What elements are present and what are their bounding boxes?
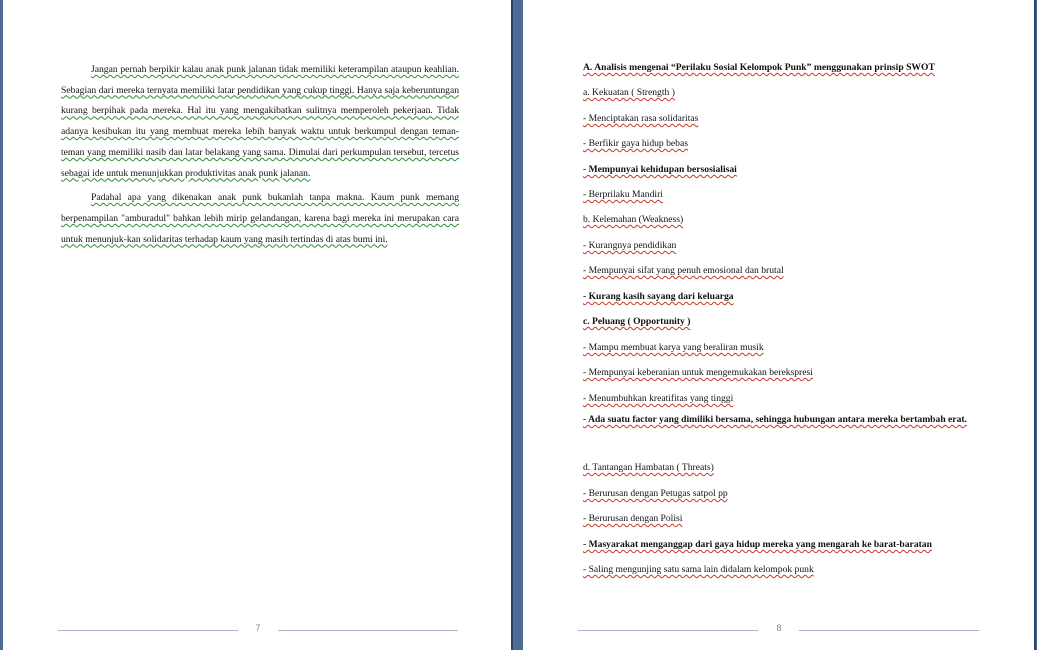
swot-line: - Mempunyai kehidupan bersosialisai: [583, 164, 737, 175]
page-number: 8: [776, 623, 782, 633]
page-edge: [1034, 0, 1036, 650]
footer-rule-left: [578, 630, 758, 631]
swot-line: a. Kekuatan ( Strength ): [583, 87, 675, 98]
swot-line: - Ada suatu factor yang dimiliki bersama, sehingga hubungan antara mereka bertambah erat.: [583, 414, 967, 425]
swot-line: - Mampu membuat karya yang beraliran musik: [583, 342, 764, 353]
swot-line: - Berprilaku Mandiri: [583, 189, 663, 200]
document-page-7: [3, 0, 511, 650]
swot-line: - Masyarakat menganggap dari gaya hidup mereka yang mengarah ke barat-baratan: [583, 539, 932, 550]
page-gap: [511, 0, 513, 650]
swot-line: - Menumbuhkan kreatifitas yang tinggi: [583, 393, 734, 404]
page-number: 7: [255, 623, 261, 633]
swot-line: b. Kelemahan (Weakness): [583, 214, 684, 225]
swot-line: - Saling mengunjing satu sama lain didalam kelompok punk: [583, 564, 814, 575]
swot-line: - Menciptakan rasa solidaritas: [583, 113, 699, 124]
left-page-body: [61, 60, 459, 254]
swot-line: - Kurangnya pendidikan: [583, 240, 677, 251]
swot-line: - Berfikir gaya hidup bebas: [583, 138, 688, 149]
swot-line: - Kurang kasih sayang dari keluarga: [583, 291, 734, 302]
paragraph-1: Jangan pernah berpikir kalau anak punk jalanan tidak memiliki keterampilan ataupun keahlian. Sebagian dari mereka ternyata memiliki latar pendidikan yang cukup tinggi. Hanya saja keberuntungan kurang berpihak pada mereka. Hal itu yang mengakibatkan sulitnya memperoleh pekerjaan. Tidak adanya kesibukan itu yang membuat mereka lebih banyak waktu untuk berkumpul dengan teman-teman yang memiliki nasib dan latar belakang yang sama. Dimulai dari perkumpulan tersebut, tercetus sebagai ide untuk menunjukkan produktivitas anak punk jalanan.: [61, 64, 459, 179]
footer-rule-right: [799, 630, 979, 631]
document-page-8: [523, 0, 1034, 650]
swot-heading: A. Analisis mengenai “Perilaku Sosial Kelompok Punk” menggunakan prinsip SWOT: [583, 62, 935, 73]
swot-line: - Mempunyai sifat yang penuh emosional dan brutal: [583, 265, 784, 276]
paragraph-2: Padahal apa yang dikenakan anak punk bukanlah tanpa makna. Kaum punk memang berpenampilan "amburadul" bahkan lebih mirip gelandangan, karena bagi mereka ini merupakan cara untuk menunjuk-kan solidaritas terhadap kaum yang masih tertindas di atas bumi ini.: [61, 192, 459, 245]
swot-line: - Berurusan dengan Petugas satpol pp: [583, 488, 728, 499]
swot-line: c. Peluang ( Opportunity ): [583, 316, 691, 327]
swot-line: - Mempunyai keberanian untuk mengemukakan berekspresi: [583, 367, 813, 378]
swot-line: - Berurusan dengan Polisi: [583, 513, 683, 524]
footer-rule-right: [278, 630, 458, 631]
swot-line: d. Tantangan Hambatan ( Threats): [583, 462, 714, 473]
footer-rule-left: [58, 630, 238, 631]
